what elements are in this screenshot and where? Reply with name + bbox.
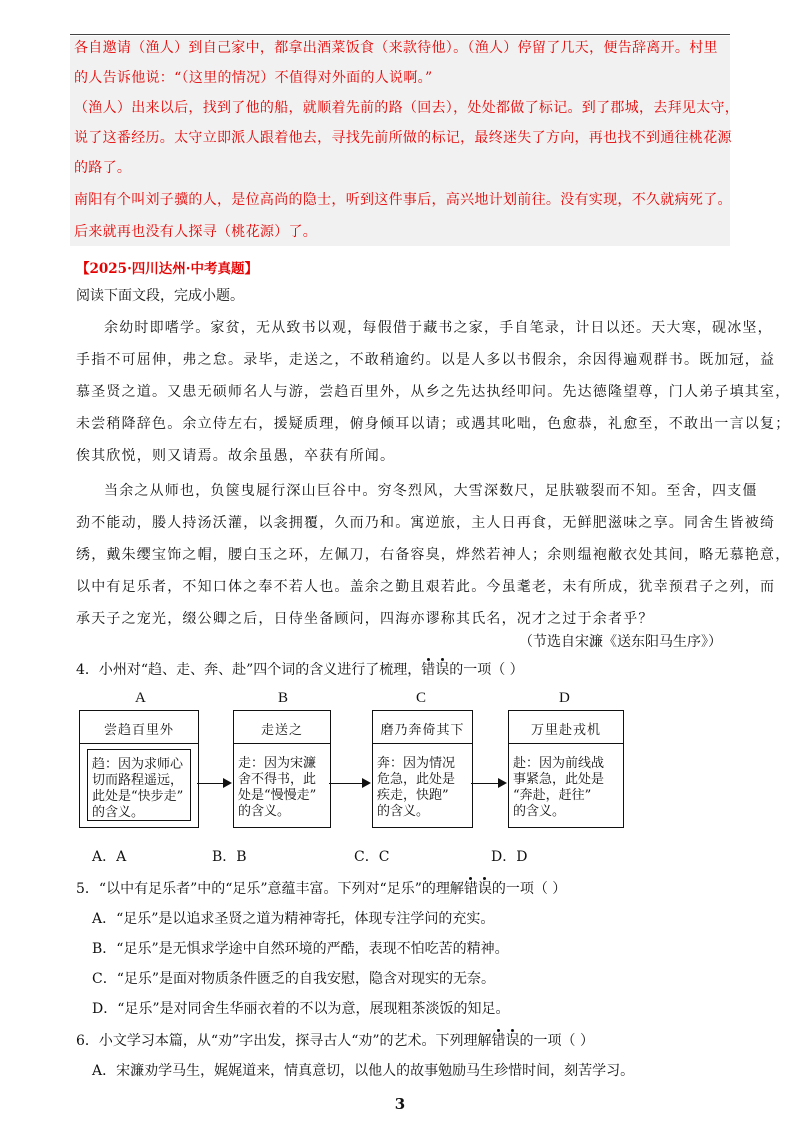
q6-option-a[interactable]: A．宋濂劝学马生，娓娓道来，情真意切，以他人的故事勉励马生珍惜时间，刻苦学习。 xyxy=(92,1063,635,1079)
translation-line: 的路了。 xyxy=(74,160,132,176)
translation-line: 的人告诉他说：“（这里的情况）不值得对外面的人说啊。” xyxy=(74,70,433,86)
box-a-heading: 尝趋百里外 xyxy=(103,723,174,738)
box-c xyxy=(372,710,473,828)
question-5-stem: 5．“以中有足乐者”中的“足乐”意蕴丰富。下列对“足乐”的理解错误的一项（ ） xyxy=(76,881,567,897)
q4-option-c[interactable]: C．C xyxy=(354,849,390,865)
passage-line: 未尝稍降辞色。余立侍左右，援疑质理，俯身倾耳以请；或遇其叱咄，色愈恭，礼愈至，不敢出一言以复； xyxy=(76,416,791,432)
citation: （节选自宋濂《送东阳马生序》） xyxy=(519,634,722,650)
passage-line: 当余之从师也，负箧曳屣行深山巨谷中。穷冬烈风，大雪深数尺，足肤皲裂而不知。至舍，四支僵 xyxy=(104,483,758,499)
box-b-explanation: 走：因为宋濂 舍不得书，此 处是“慢慢走” 的含义。 xyxy=(234,749,328,819)
passage-line: 手指不可屈伸，弗之怠。录毕，走送之，不敢稍逾约。以是人多以书假余，余因得遍观群书。既加冠，益 xyxy=(76,352,776,368)
q5-option-c[interactable]: C．“足乐”是面对物质条件匮乏的自我安慰，隐含对现实的无奈。 xyxy=(92,971,496,987)
passage-line: 绣，戴朱缨宝饰之帽，腰白玉之环，左佩刀，右备容臭，烨然若神人；余则缊袍敝衣处其间，略无慕艳意， xyxy=(76,547,791,563)
arrow-a-b xyxy=(197,783,224,784)
box-b xyxy=(233,710,331,828)
q5-option-d[interactable]: D．“足乐”是对同舍生华丽衣着的不以为意，展现粗茶淡饭的知足。 xyxy=(92,1001,510,1017)
translation-line: 说了这番经历。太守立即派人跟着他去，寻找先前所做的标记，最终迷失了方向，再也找不到通往桃花源 xyxy=(74,130,732,146)
box-d-heading: 万里赴戎机 xyxy=(530,723,601,738)
box-b-letter: B xyxy=(278,690,289,706)
q5-option-a[interactable]: A．“足乐”是以追求圣贤之道为精神寄托，体现专注学问的充实。 xyxy=(92,911,495,927)
box-d xyxy=(508,710,624,828)
question-6-stem: 6．小文学习本篇，从“劝”字出发，探寻古人“劝”的艺术。下列理解错误的一项（ ） xyxy=(76,1033,594,1049)
box-c-letter: C xyxy=(416,690,427,706)
box-d-letter: D xyxy=(559,690,570,706)
arrowhead-icon xyxy=(498,778,507,788)
q4-option-b[interactable]: B．B xyxy=(212,849,247,865)
passage-line: 余幼时即嗜学。家贫，无从致书以观，每假借于藏书之家，手自笔录，计日以还。天大寒，砚冰坚， xyxy=(104,320,773,336)
box-c-heading: 磨乃奔倚其下 xyxy=(380,723,465,738)
arrow-c-d xyxy=(471,783,499,784)
box-d-explanation: 赴：因为前线战 事紧急，此处是 “奔赴，赶往” 的含义。 xyxy=(509,749,621,819)
translation-line: （渔人）出来以后，找到了他的船，就顺着先前的路（回去），处处都做了标记。到了郡城，去拜见太守， xyxy=(74,100,740,116)
top-rule xyxy=(70,34,730,35)
box-a xyxy=(79,710,199,828)
arrowhead-icon xyxy=(223,778,232,788)
arrow-b-c xyxy=(329,783,363,784)
passage-line: 以中有足乐者，不知口体之奉不若人也。盖余之勤且艰若此。今虽耄老，未有所成，犹幸预君子之列，而 xyxy=(76,579,776,595)
box-a-letter: A xyxy=(135,690,146,706)
source-tag: 【2025·四川达州·中考真题】 xyxy=(76,261,258,277)
translation-line: 南阳有个叫刘子骥的人，是位高尚的隐士，听到这件事后，高兴地计划前往。没有实现，不久就病死了。 xyxy=(74,192,732,208)
q5-option-b[interactable]: B．“足乐”是无惧求学途中自然环境的严酷，表现不怕吃苦的精神。 xyxy=(92,941,509,957)
arrowhead-icon xyxy=(362,778,371,788)
instruction: 阅读下面文段，完成小题。 xyxy=(76,288,244,304)
q4-option-a[interactable]: A．A xyxy=(92,849,127,865)
translation-line: 后来就再也没有人探寻（桃花源）了。 xyxy=(74,224,318,240)
passage-line: 劲不能动，媵人持汤沃灌，以衾拥覆，久而乃和。寓逆旅，主人日再食，无鲜肥滋味之享。同舍生皆被绮 xyxy=(76,515,776,531)
translation-line: 各自邀请（渔人）到自己家中，都拿出酒菜饭食（来款待他）。（渔人）停留了几天，便告辞离开。村里 xyxy=(74,40,718,56)
question-4-stem: 4．小州对“趋、走、奔、赴”四个词的含义进行了梳理，错误的一项（ ） xyxy=(76,662,524,678)
page-number: 3 xyxy=(394,1095,406,1113)
q4-option-d[interactable]: D．D xyxy=(491,849,528,865)
passage-line: 慕圣贤之道。又患无硕师名人与游，尝趋百里外，从乡之先达执经叩问。先达德隆望尊，门人弟子填其室， xyxy=(76,384,791,400)
passage-line: 俟其欣悦，则又请焉。故余虽愚，卒获有所闻。 xyxy=(76,448,396,464)
box-b-heading: 走送之 xyxy=(260,723,303,738)
box-a-explanation: 趋：因为求师心 切而路程遥远， 此处是“快步走” 的含义。 xyxy=(87,749,191,821)
passage-line: 承天子之宠光，缀公卿之后，日侍坐备顾问，四海亦谬称其氏名，况才之过于余者乎？ xyxy=(76,611,654,627)
box-c-explanation: 奔：因为情况 危急，此处是 疾走，快跑” 的含义。 xyxy=(373,749,470,819)
